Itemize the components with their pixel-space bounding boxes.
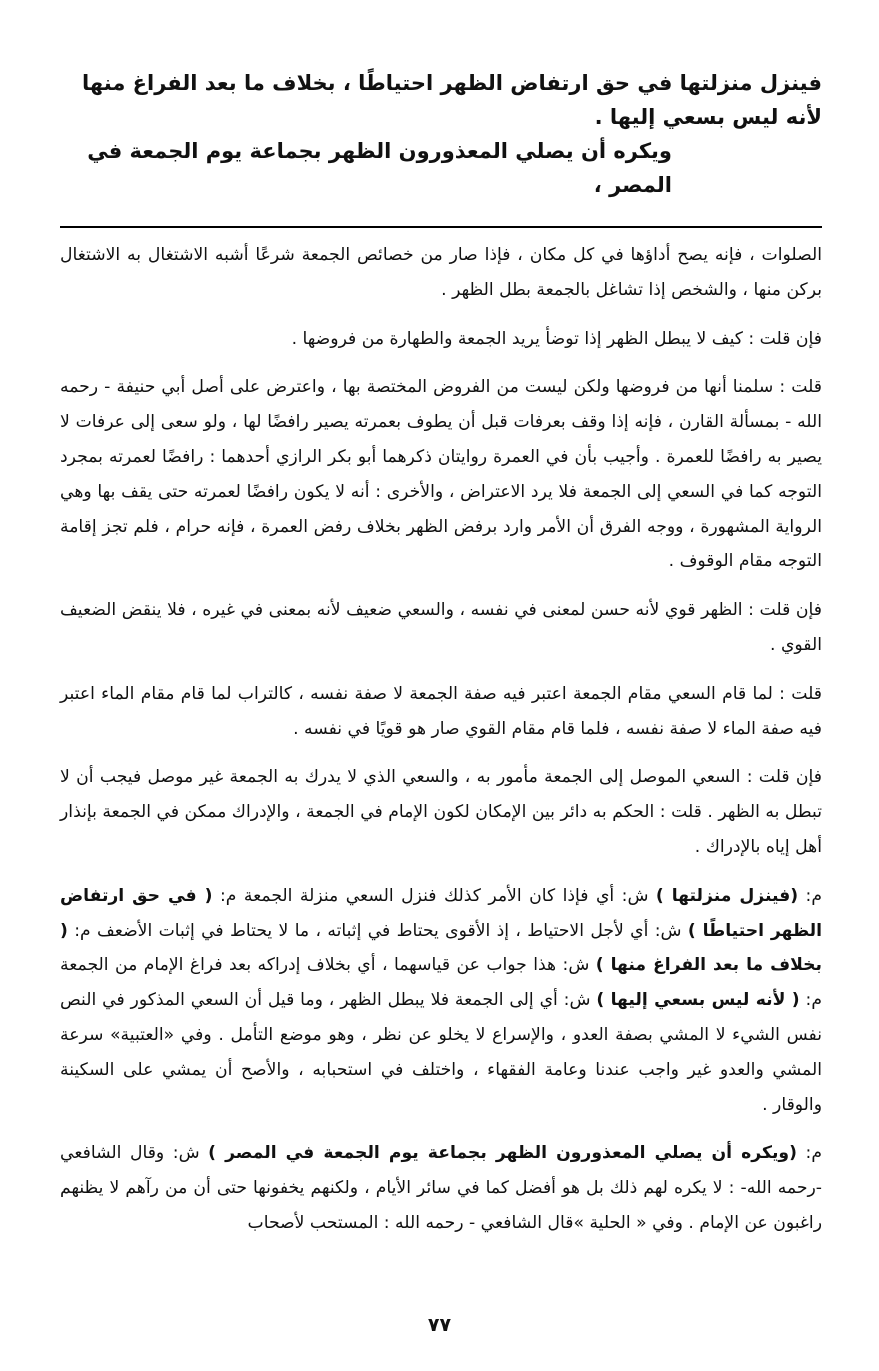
page-number: ٧٧: [427, 1314, 452, 1336]
paragraph-6: فإن قلت : السعي الموصل إلى الجمعة مأمور به ، والسعي الذي لا يدرك به الجمعة غير موصل فيجب أن لا تبطل به الظهر . قلت : الحكم به دائر بين الإمكان لكون الإمام في الجمعة ، والإدراك ممكن في الجمعة بإنذار أهل إياه بالإدراك .: [60, 767, 822, 857]
paragraph-3: قلت : سلمنا أنها من فروضها ولكن ليست من الفروض المختصة بها ، واعترض على أصل أبي حنيفة - رحمه الله - بمسألة القارن ، فإنه إذا وقف بعرفات قبل أن يطوف بعمرته يصير رافضًا لها ، ولو سعى إلى عرفات لا يصير به رافضًا للعمرة . وأجيب بأن في العمرة روايتان ذكرهما أبو بكر الرازي أحدهما : رافضًا لعمرته بمجرد التوجه كما في السعي إلى الجمعة فلا يرد الاعتراض ، والأخرى : أنه لا يكون رافضًا لعمرته حتى يقف بها وهي الرواية المشهورة ، ووجه الفرق أن الأمر وارد برفض الظهر بخلاف رفض العمرة ، فإنه حرام ، فلم تجز إقامة التوجه مقام الوقوف .: [60, 377, 822, 572]
commentary-text: ش: أي إلى الجمعة فلا يبطل الظهر ، وما قيل أن السعي المذكور في النص نفس الشيء لا المشي بصفة العدو ، والإسراع لا يخلو عن نظر ، وهو موضع التأمل . وفي «العتبية» سرعة المشي والعدو غير واجب عندنا وعامة الفقهاء ، واختلف في استحبابه ، والأصح أن يمشي على السكينة والوقار .: [60, 990, 822, 1115]
paragraph-2: فإن قلت : كيف لا يبطل الظهر إذا توضأ يريد الجمعة والطهارة من فروضها .: [291, 328, 822, 349]
matn-line-1: فينزل منزلتها في حق ارتفاض الظهر احتياطًا ، بخلاف ما بعد الفراغ منها لأنه ليس بسعي إليها .: [82, 71, 822, 129]
paragraph-5: قلت : لما قام السعي مقام الجمعة اعتبر فيه صفة الجمعة لا صفة نفسه ، كالتراب لما قام مقام الماء اعتبر فيه صفة الماء لا صفة نفسه ، فلما قام مقام القوي صار هو قويًا في نفسه .: [60, 683, 822, 739]
matn-line-2: ويكره أن يصلي المعذورون الظهر بجماعة يوم الجمعة في المصر ،: [87, 139, 672, 197]
matn-header: [60, 66, 822, 202]
quoted-matn: ( لأنه ليس بسعي إليها ): [596, 990, 800, 1011]
quoted-matn: ( في حق ارتفاض الظهر احتياطًا ): [60, 885, 822, 941]
quoted-matn: ( بخلاف ما بعد الفراغ منها ): [60, 920, 823, 976]
commentary-text: ش: هذا جواب عن قياسهما ، أي بخلاف إدراكه بعد فراغ الإمام من الجمعة م:: [60, 955, 822, 1011]
commentary-marker: م:: [798, 885, 822, 906]
commentary-marker: م:: [796, 1143, 822, 1164]
paragraph-7: [60, 879, 822, 1123]
commentary-text: ش: أي لأجل الاحتياط ، إذ الأقوى يحتاط في إثباته ، ما لا يحتاط في إثبات الأضعف م:: [67, 920, 688, 941]
book-page: [60, 66, 822, 1255]
header-divider: [60, 226, 822, 228]
quoted-matn: (ويكره أن يصلي المعذورون الظهر بجماعة يوم الجمعة في المصر ): [208, 1143, 797, 1164]
paragraph-1: الصلوات ، فإنه يصح أداؤها في كل مكان ، فإذا صار من خصائص الجمعة شرعًا أشبه الاشتغال به الاشتغال بركن منها ، والشخص إذا تشاغل بالجمعة بطل الظهر .: [60, 245, 822, 300]
paragraph-8: [60, 1136, 822, 1240]
quoted-matn: (فينزل منزلتها ): [655, 885, 799, 906]
paragraph-4: فإن قلت : الظهر قوي لأنه حسن لمعنى في نفسه ، والسعي ضعيف لأنه بمعنى في غيره ، فلا ينقض الضعيف القوي .: [60, 600, 822, 655]
commentary-text: ش: أي فإذا كان الأمر كذلك فنزل السعي منزلة الجمعة م:: [212, 885, 656, 906]
commentary-text: ش: وقال الشافعي -رحمه الله- : لا يكره لهم ذلك بل هو أفضل كما في سائر الأيام ، ولكنهم يخفونها حتى أن من رآهم لا يظنهم راغبون عن الإمام . وفي « الحلية »قال الشافعي - رحمه الله : المستحب لأصحاب: [60, 1143, 822, 1233]
commentary-body: [60, 238, 822, 1241]
